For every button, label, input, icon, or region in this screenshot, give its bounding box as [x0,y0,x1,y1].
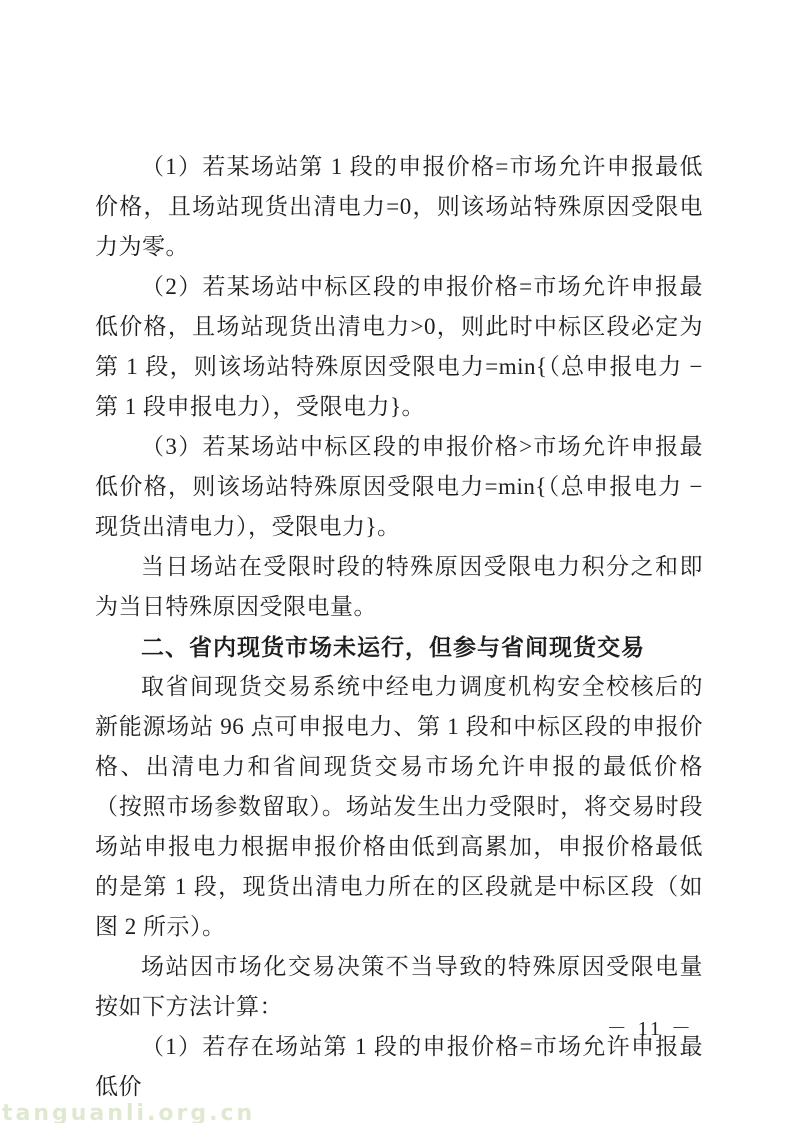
page-number: － 11 － [606,1018,694,1040]
paragraph: （2）若某场站中标区段的申报价格=市场允许申报最低价格，且场站现货出清电力>0，则此时中标区段必定为第 1 段，则该场站特殊原因受限电力=min{（总申报电力 − 第 1 段申报电力），受限电力}。 [95,274,703,419]
document-body [95,147,703,1107]
paragraph: （1）若某场站第 1 段的申报价格=市场允许申报最低价格，且场站现货出清电力=0，则该场站特殊原因受限电力为零。 [95,154,703,259]
paragraph: 当日场站在受限时段的特殊原因受限电力积分之和即为当日特殊原因受限电量。 [95,554,703,619]
watermark: tanguanli.org.cn [2,1101,256,1123]
section-heading: 二、省内现货市场未运行，但参与省间现货交易 [141,634,645,660]
paragraph: （1）若存在场站第 1 段的申报价格=市场允许申报最低价 [95,1034,703,1099]
paragraph: 取省间现货交易系统中经电力调度机构安全校核后的新能源场站 96 点可申报电力、第 1 段和中标区段的申报价格、出清电力和省间现货交易市场允许申报的最低价格（按照市场参数留取）。场站发生出力受限时，将交易时段场站申报电力根据申报价格由低到高累加，申报价格最低的是第 1 段，现货出清电力所在的区段就是中标区段（如图 2 所示）。 [95,674,703,939]
paragraph: （3）若某场站中标区段的申报价格>市场允许申报最低价格，则该场站特殊原因受限电力=min{（总申报电力 − 现货出清电力），受限电力}。 [95,434,703,539]
paragraph: 场站因市场化交易决策不当导致的特殊原因受限电量按如下方法计算： [95,954,703,1019]
